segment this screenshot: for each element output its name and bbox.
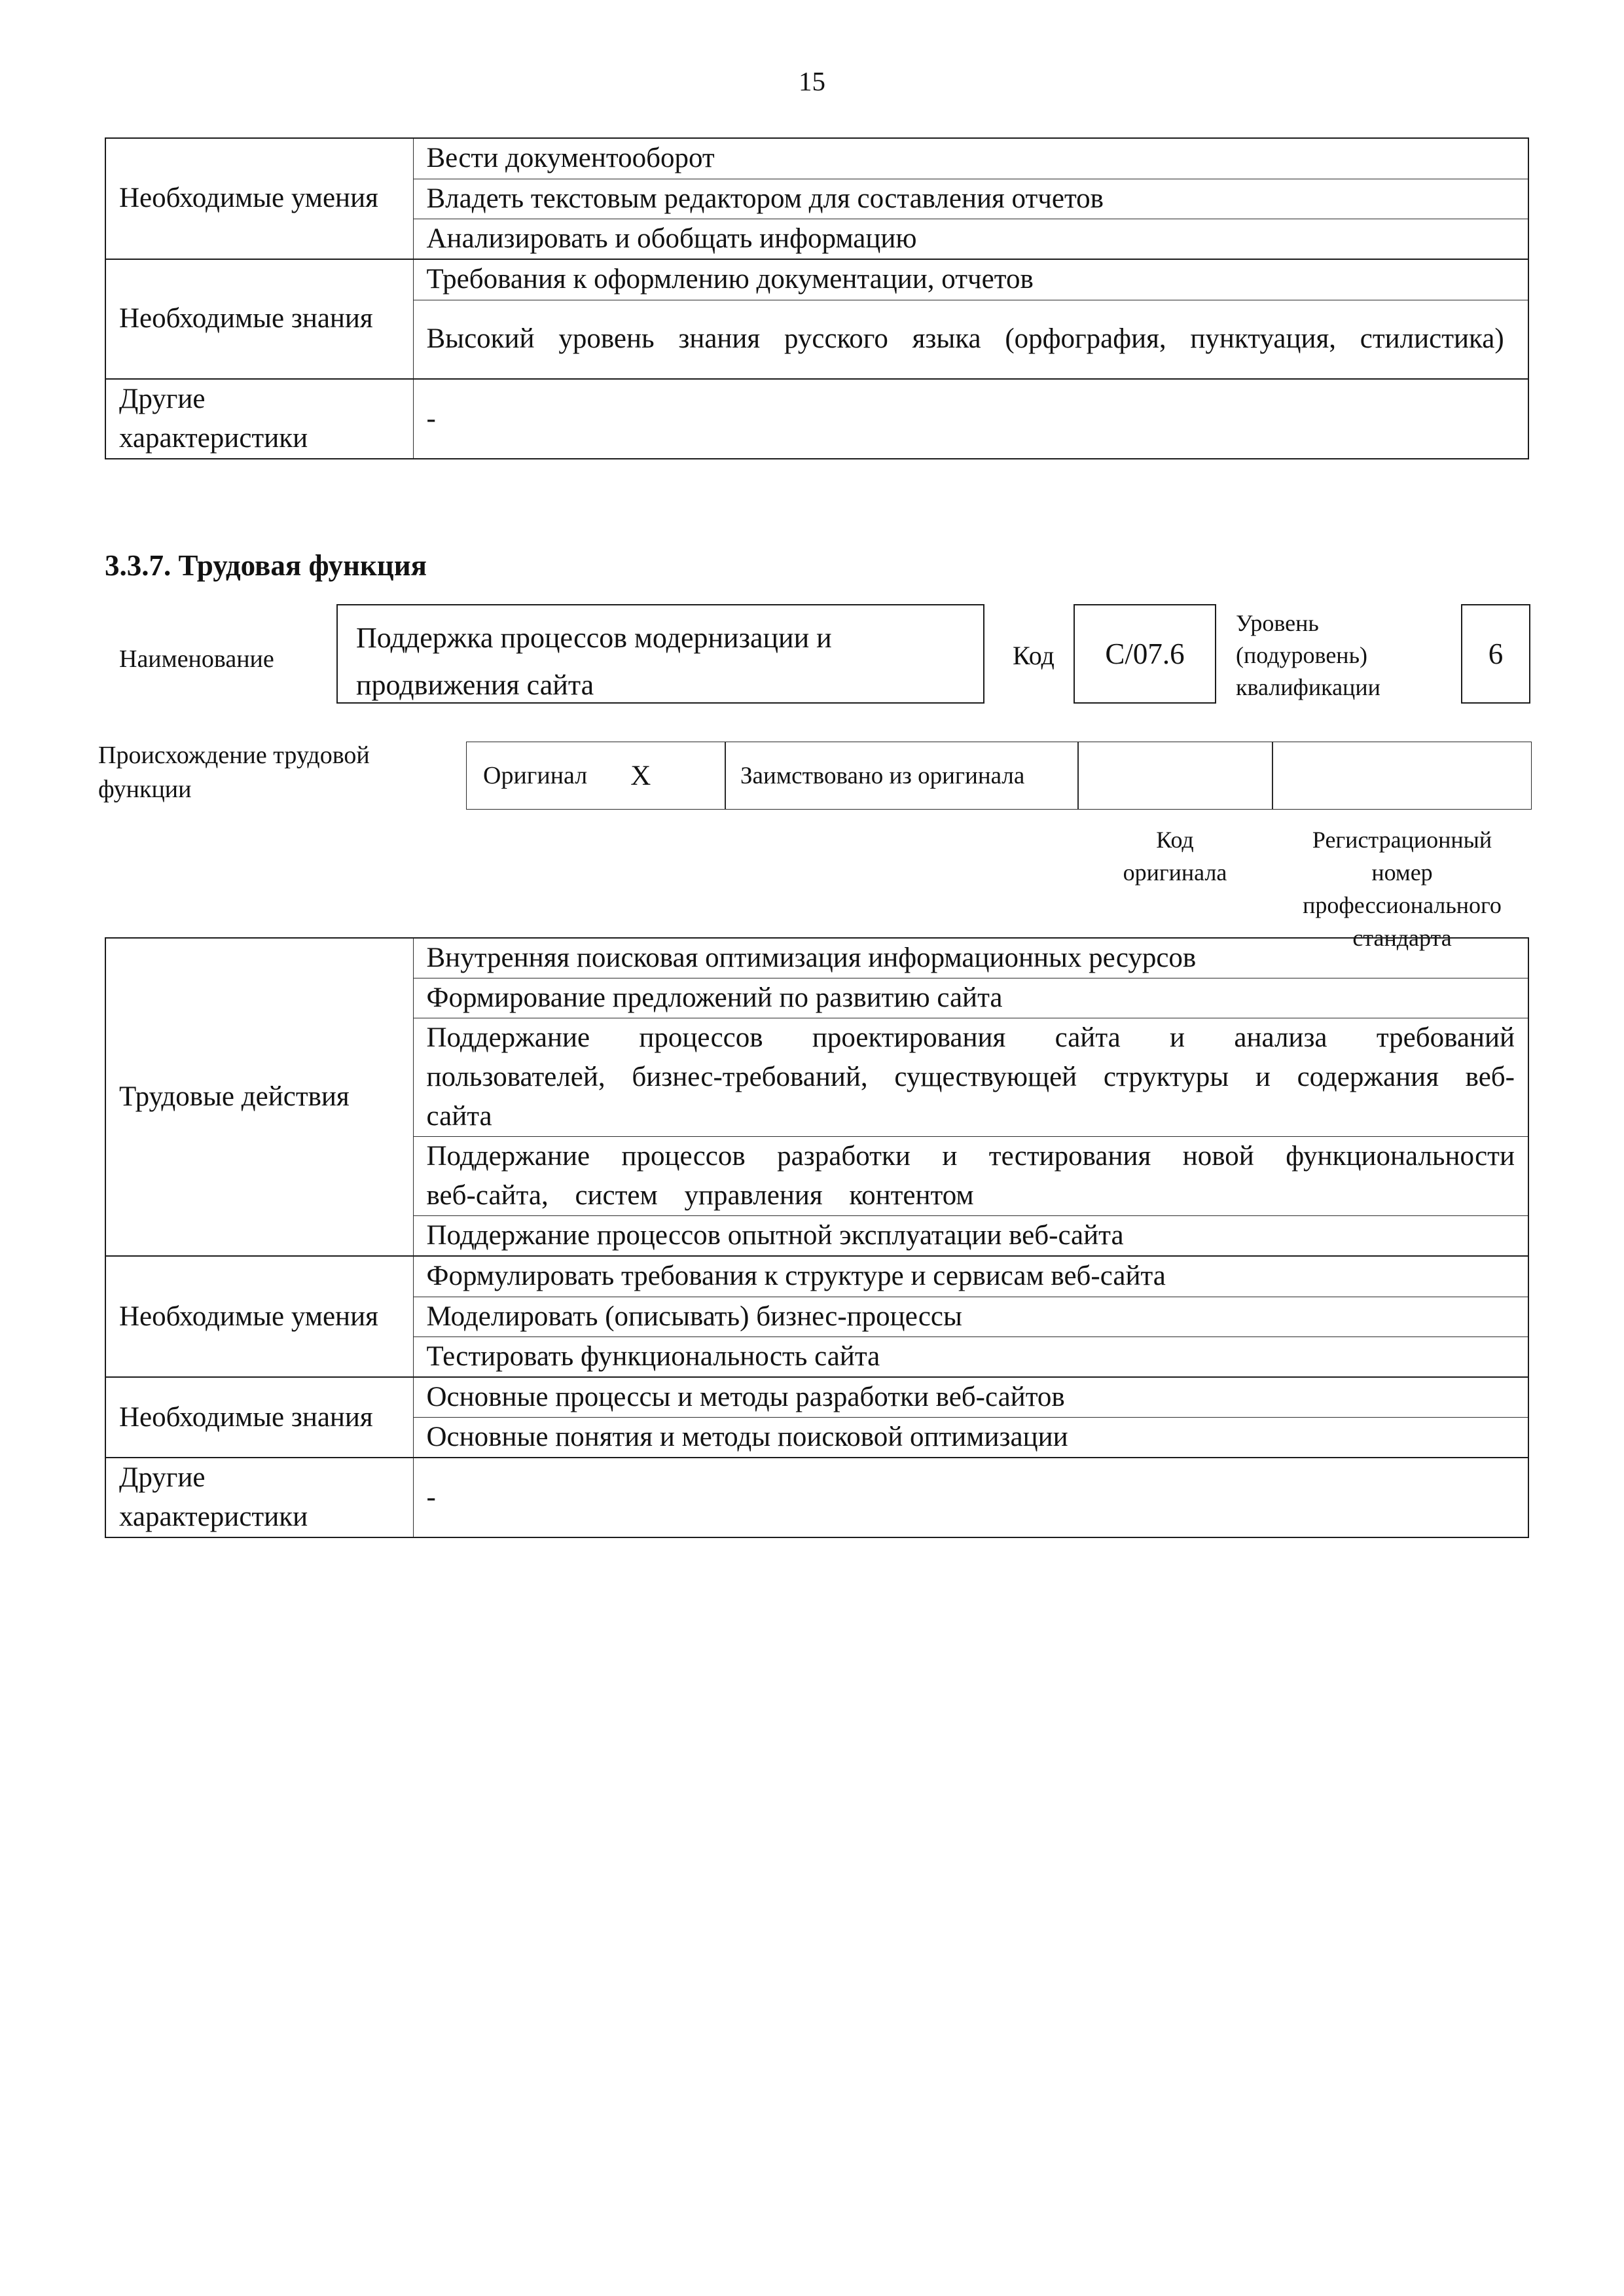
skills-knowledge-table (105, 137, 1529, 459)
knowledge-item: Основные понятия и методы поисковой оптимизации (413, 1418, 1528, 1458)
origin-code-caption: Код оригинала (1123, 827, 1227, 886)
skill-item: Вести документооборот (413, 138, 1528, 179)
qualification-level-value: 6 (1488, 637, 1504, 670)
qualification-level-label: Уровень (подуровень) квалификации (1236, 610, 1380, 700)
section-heading: 3.3.7. Трудовая функция (105, 549, 427, 582)
knowledge-item: Требования к оформлению документации, отчетов (413, 259, 1528, 300)
row-label-required-knowledge: Необходимые знания (105, 259, 413, 379)
row-label-required-skills: Необходимые умения (105, 1256, 413, 1377)
origin-regnumber-cell-empty (1272, 742, 1532, 810)
skill-item: Моделировать (описывать) бизнес-процессы (413, 1297, 1528, 1336)
other-characteristics-value: - (413, 379, 1528, 459)
origin-regnumber-caption: Регистрационный номер профессионального стандарта (1303, 827, 1502, 951)
skill-item: Тестировать функциональность сайта (413, 1336, 1528, 1377)
origin-code-cell-empty (1078, 742, 1272, 810)
function-code-value: С/07.6 (1105, 637, 1185, 670)
row-label-other-characteristics: Другие характеристики (105, 1458, 413, 1537)
skill-item: Владеть текстовым редактором для составления отчетов (413, 179, 1528, 219)
labor-action-item: Формирование предложений по развитию сайта (413, 978, 1528, 1018)
original-label: Оригинал (483, 762, 588, 789)
row-label-required-knowledge: Необходимые знания (105, 1377, 413, 1458)
original-x-mark: X (630, 760, 651, 791)
labor-action-item: Внутренняя поисковая оптимизация информационных ресурсов (413, 938, 1528, 978)
knowledge-item: Высокий уровень знания русского языка (орфография, пунктуация, стилистика) (413, 300, 1528, 379)
function-name-value: Поддержка процессов модернизации и продвижения сайта (356, 622, 832, 701)
knowledge-item: Основные процессы и методы разработки веб-сайтов (413, 1377, 1528, 1418)
qualification-level-box (1461, 604, 1530, 704)
name-label: Наименование (119, 645, 274, 673)
origin-table (466, 742, 1532, 810)
origin-borrowed-cell (725, 742, 1078, 810)
skill-item: Формулировать требования к структуре и сервисам веб-сайта (413, 1256, 1528, 1297)
labor-action-item: Поддержание процессов разработки и тестирования новой функциональности веб-сайта, систем управления контентом (413, 1137, 1528, 1216)
page-number: 15 (799, 66, 825, 96)
row-label-required-skills: Необходимые умения (105, 138, 413, 259)
function-name-box (336, 604, 984, 704)
borrowed-label: Заимствовано из оригинала (740, 762, 1025, 789)
labor-function-table (105, 937, 1529, 1538)
skill-item: Анализировать и обобщать информацию (413, 219, 1528, 259)
origin-original-cell (466, 742, 725, 810)
code-label: Код (1013, 641, 1055, 670)
row-label-labor-actions: Трудовые действия (105, 938, 413, 1256)
other-characteristics-value: - (413, 1458, 1528, 1537)
labor-action-item: Поддержание процессов опытной эксплуатации веб-сайта (413, 1216, 1528, 1257)
labor-action-item: Поддержание процессов проектирования сайта и анализа требований пользователей, бизнес-требований, существующей структуры и содержания веб-сайта (413, 1018, 1528, 1137)
row-label-other-characteristics: Другие характеристики (105, 379, 413, 459)
origin-label: Происхождение трудовой функции (98, 742, 370, 803)
function-code-box (1074, 604, 1216, 704)
